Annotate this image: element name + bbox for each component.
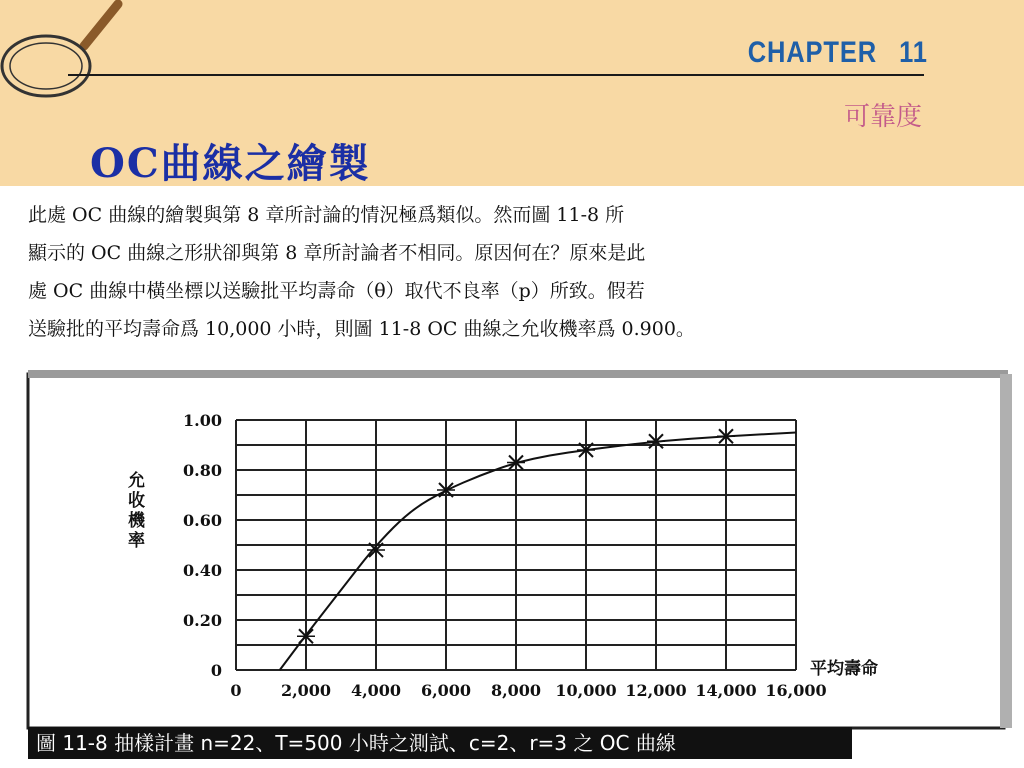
chapter-number: 11 [899,36,928,69]
paragraph-line: 此處 OC 曲線的繪製與第 8 章所討論的情況極爲類似。然而圖 11-8 所 [28,204,625,226]
x-tick-label: 2,000 [280,681,332,700]
x-tick-label: 12,000 [625,681,687,700]
x-tick-label: 10,000 [555,681,617,700]
chapter-subtitle: 可靠度 [843,102,922,132]
y-axis-label: 允收機率 [128,471,145,551]
x-axis-label: 平均壽命 [810,659,878,679]
magnifying-glass-icon [0,0,130,110]
chapter-label: CHAPTER [748,36,878,69]
slide-header [0,0,1024,186]
x-tick-label: 0 [230,681,242,700]
body-paragraph [28,196,1016,348]
y-tick-label: 0 [210,661,222,680]
header-rule [68,74,924,76]
y-tick-label: 0.80 [183,461,222,480]
figure-caption: 圖 11-8 抽樣計畫 n=22、T=500 小時之測試、c=2、r=3 之 OC 曲線 [28,727,852,759]
figure-shadow-right [1000,374,1012,728]
x-tick-label: 14,000 [695,681,757,700]
oc-curve-figure [26,368,1016,760]
paragraph-line: 顯示的 OC 曲線之形狀卻與第 8 章所討論者不相同。原因何在？原來是此 [28,242,646,264]
y-tick-label: 0.60 [183,511,222,530]
x-tick-label: 16,000 [765,681,827,700]
x-tick-label: 6,000 [420,681,472,700]
y-tick-label: 0.20 [183,611,222,630]
figure-shadow-top [28,370,1008,378]
paragraph-line: 送驗批的平均壽命爲 10,000 小時，則圖 11-8 OC 曲線之允收機率爲 0.900。 [28,318,695,340]
x-tick-label: 4,000 [350,681,402,700]
x-tick-label: 8,000 [490,681,542,700]
y-tick-label: 1.00 [183,411,222,430]
slide-title: OC曲線之繪製 [90,140,371,187]
chapter-heading [748,36,928,70]
y-tick-label: 0.40 [183,561,222,580]
paragraph-line: 處 OC 曲線中橫坐標以送驗批平均壽命（θ）取代不良率（p）所致。假若 [28,280,645,302]
